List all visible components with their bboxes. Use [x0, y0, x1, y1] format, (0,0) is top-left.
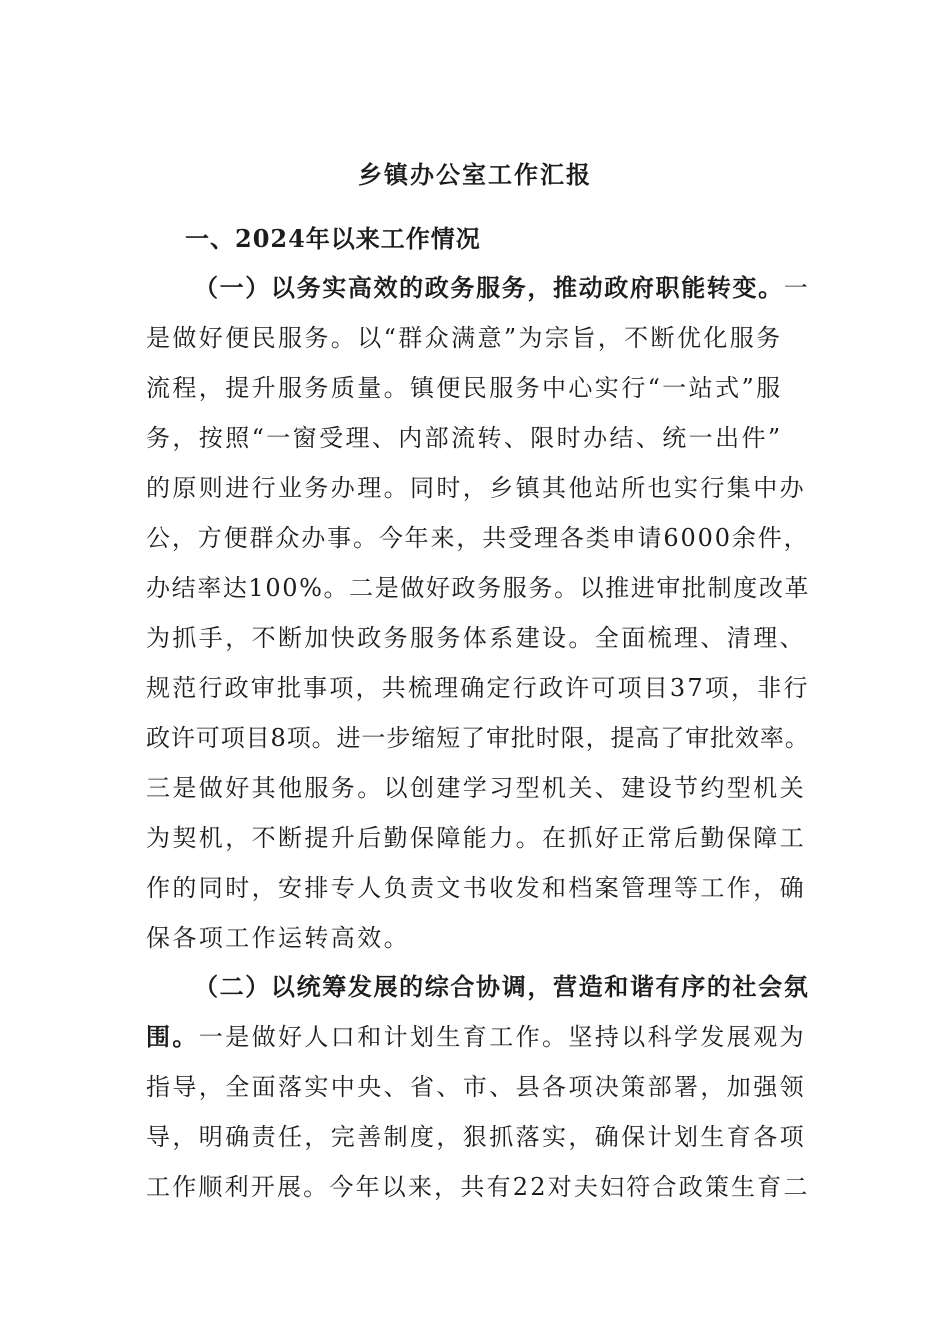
- body-text: 办结率达100%。二是做好政务服务。以推进审批制度改革: [146, 574, 811, 602]
- text-line: [146, 663, 811, 713]
- body-text: 是做好便民服务。以“群众满意”为宗旨，不断优化服务: [146, 324, 783, 352]
- bold-lead-text: 围。: [146, 1022, 199, 1051]
- text-line: [146, 413, 811, 463]
- text-line: [146, 463, 811, 513]
- text-line: [146, 713, 811, 763]
- paragraph-section-2: [146, 962, 811, 1212]
- text-line: [146, 1012, 811, 1062]
- body-text: 三是做好其他服务。以创建学习型机关、建设节约型机关: [146, 774, 806, 802]
- body-text: 一是做好人口和计划生育工作。坚持以科学发展观为: [198, 1023, 807, 1051]
- text-line: [146, 1112, 811, 1162]
- document-title: 乡镇办公室工作汇报: [358, 160, 592, 189]
- text-line: [146, 263, 811, 313]
- text-line: [146, 313, 811, 363]
- section-heading-1: 一、2024年以来工作情况: [185, 224, 481, 253]
- body-text: 的原则进行业务办理。同时，乡镇其他站所也实行集中办: [146, 474, 806, 502]
- body-text: 为抓手，不断加快政务服务体系建设。全面梳理、清理、: [146, 624, 806, 652]
- text-line: [146, 863, 811, 913]
- text-line: [146, 513, 811, 563]
- bold-lead-text: （一）以务实高效的政务服务，推动政府职能转变。: [194, 273, 784, 302]
- text-line: [146, 813, 811, 863]
- body-text: 保各项工作运转高效。: [146, 924, 410, 952]
- text-line: [146, 763, 811, 813]
- body-text: 政许可项目8项。进一步缩短了审批时限，提高了审批效率。: [146, 724, 810, 752]
- body-text: 规范行政审批事项，共梳理确定行政许可项目37项，非行: [146, 674, 810, 702]
- body-text: 指导，全面落实中央、省、市、县各项决策部署，加强领: [146, 1073, 806, 1101]
- body-text: 作的同时，安排专人负责文书收发和档案管理等工作，确: [146, 874, 806, 902]
- text-line: [146, 363, 811, 413]
- text-line: [146, 563, 811, 613]
- text-line: [146, 962, 811, 1012]
- body-text: 流程，提升服务质量。镇便民服务中心实行“一站式”服: [146, 374, 783, 402]
- body-text: 务，按照“一窗受理、内部流转、限时办结、统一出件”: [146, 424, 783, 452]
- bold-lead-text: （二）以统筹发展的综合协调，营造和谐有序的社会氛: [194, 972, 810, 1001]
- body-text: 为契机，不断提升后勤保障能力。在抓好正常后勤保障工: [146, 824, 806, 852]
- body-text: 导，明确责任，完善制度，狠抓落实，确保计划生育各项: [146, 1123, 806, 1151]
- text-line: [146, 1162, 811, 1212]
- body-text: 一: [783, 274, 810, 302]
- text-line: [146, 1062, 811, 1112]
- text-line: [146, 913, 811, 963]
- text-line: [146, 613, 811, 663]
- body-text: 工作顺利开展。今年以来，共有22对夫妇符合政策生育二: [146, 1173, 810, 1201]
- body-text: 公，方便群众办事。今年来，共受理各类申请6000余件，: [146, 524, 810, 552]
- paragraph-section-1: [146, 263, 811, 963]
